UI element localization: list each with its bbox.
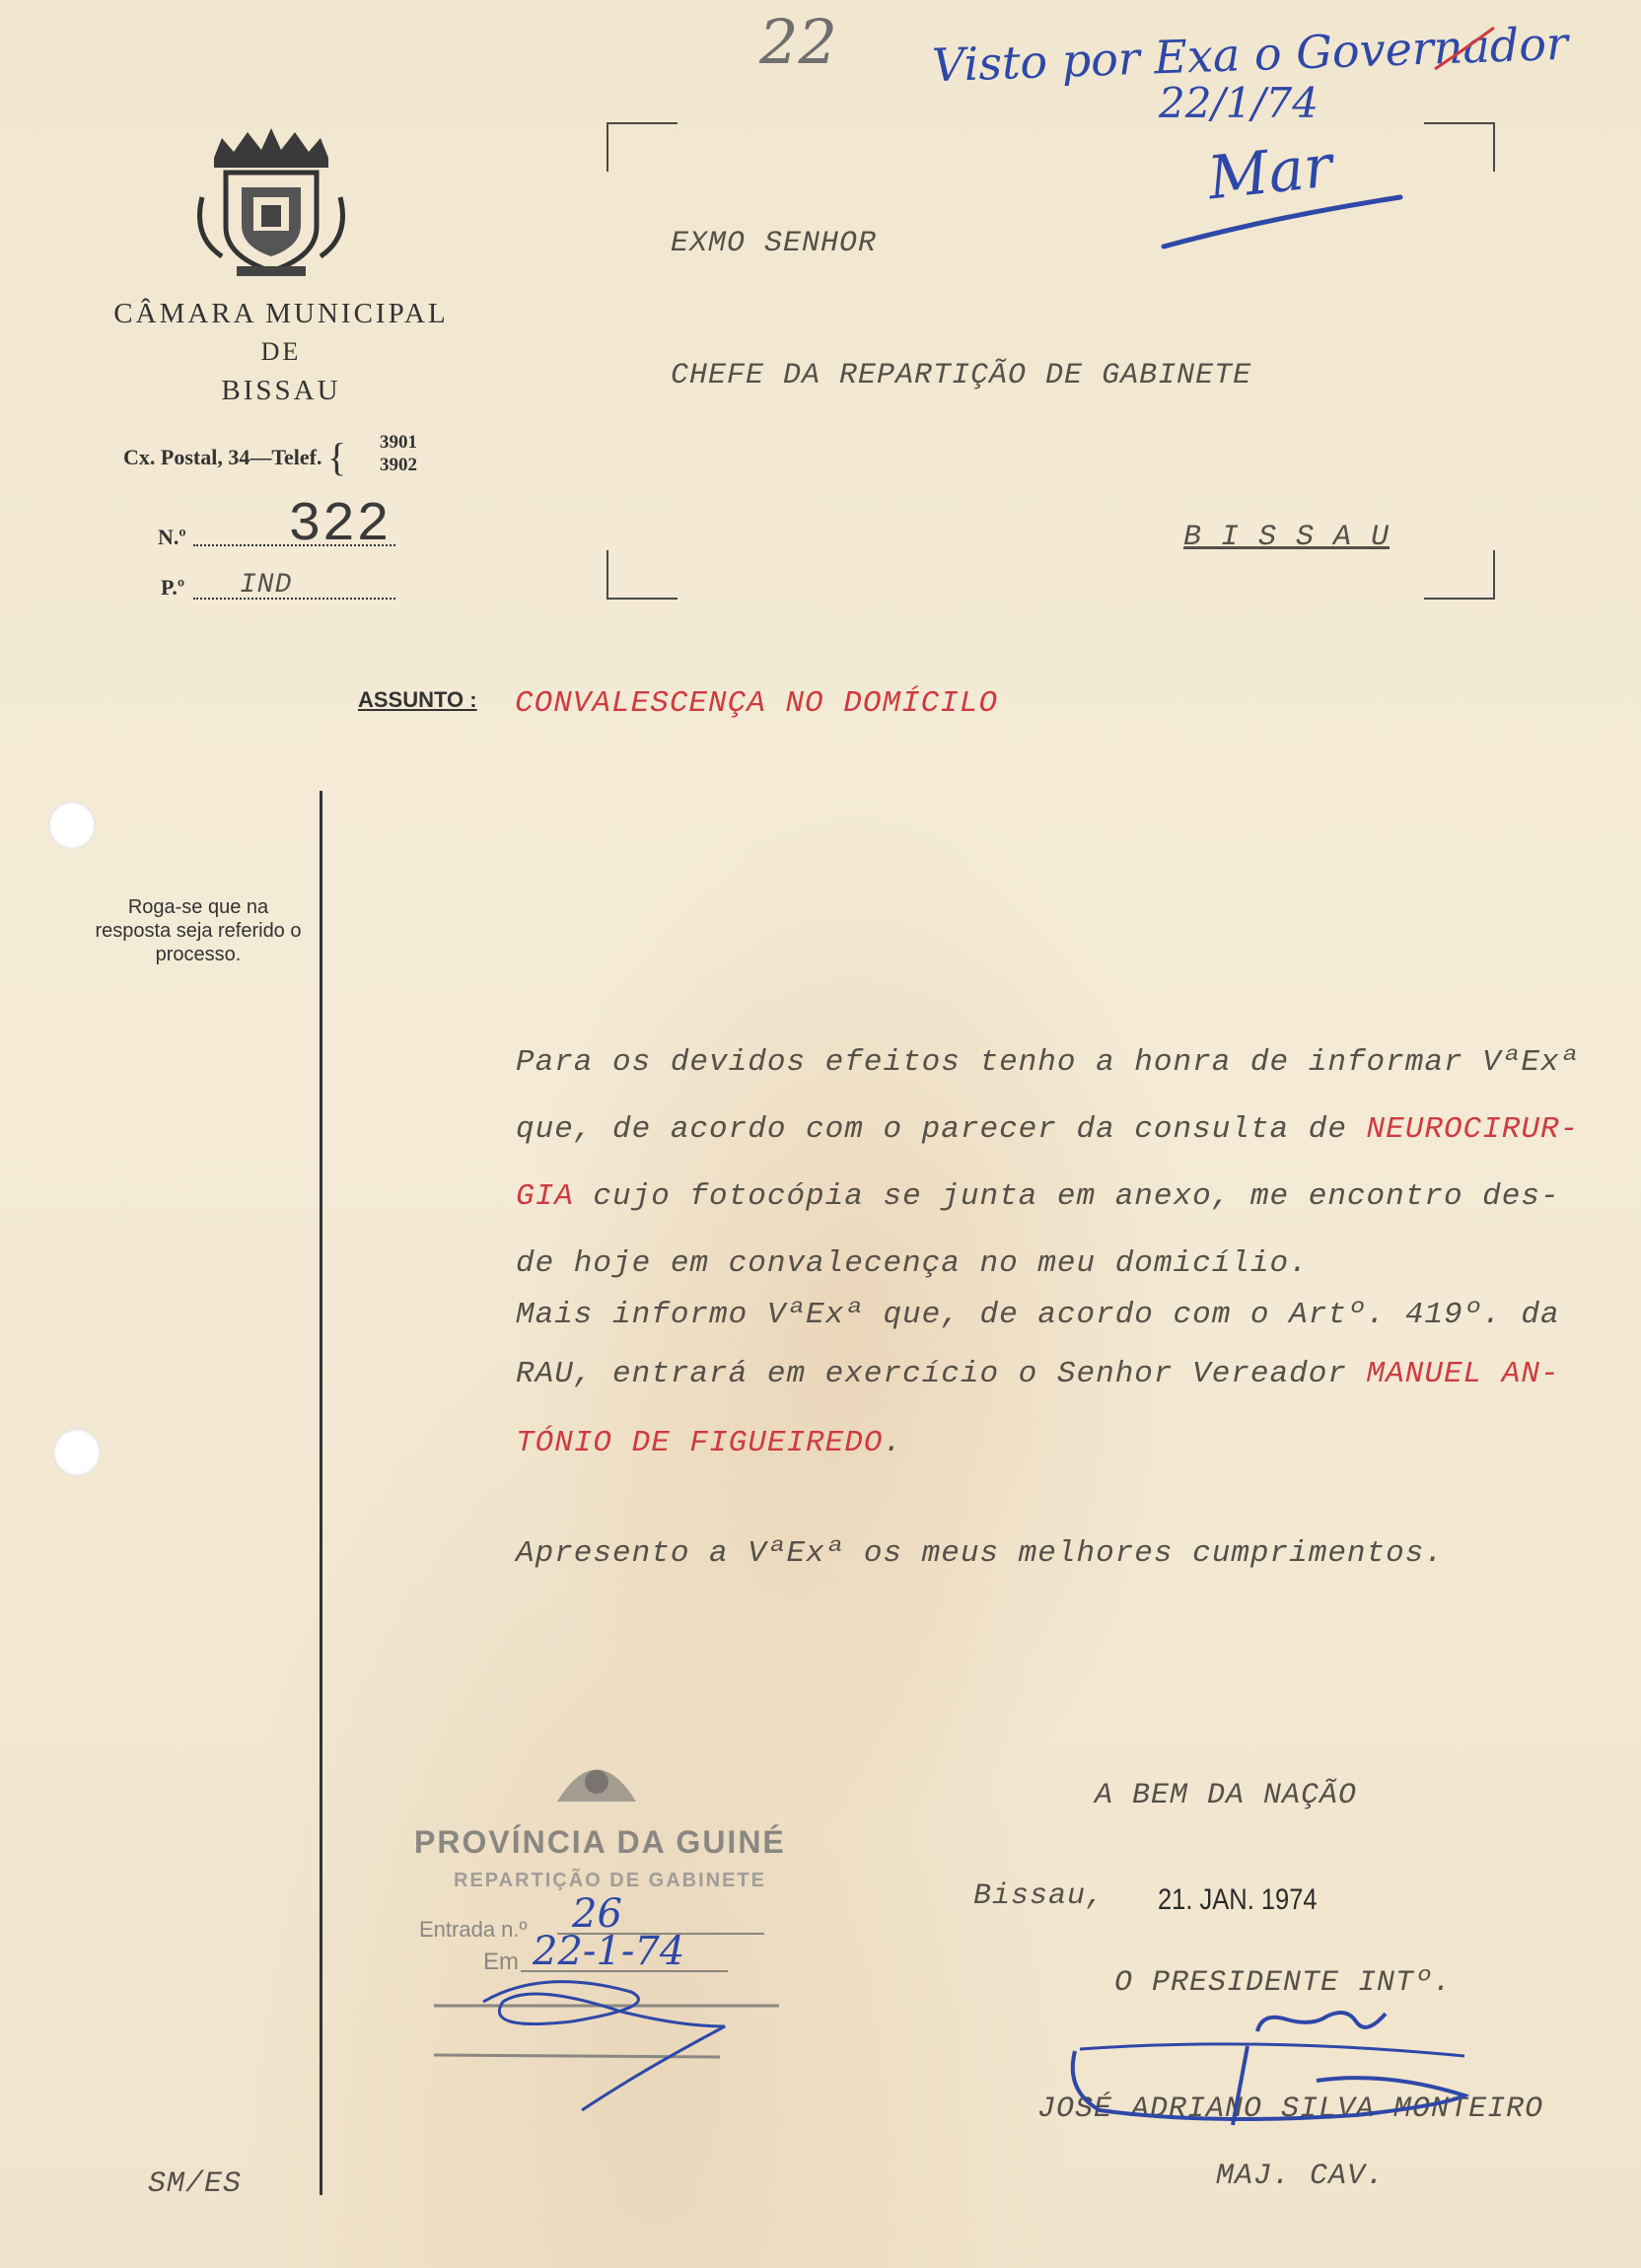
signature-scribble <box>1060 2002 1494 2140</box>
body-line-2 <box>516 1112 1579 1147</box>
body-line-6 <box>516 1357 1560 1391</box>
contact-info <box>123 434 346 480</box>
org-name-line1: CÂMARA MUNICIPAL <box>113 298 449 329</box>
page-number: 22 <box>759 6 837 78</box>
typist-initials: SM/ES <box>148 2167 243 2201</box>
body-line-2a: que, de acordo com o parecer da consulta de <box>516 1112 1367 1147</box>
stamp-date-value: 22-1-74 <box>533 1929 685 1974</box>
annotation-date: 22/1/74 <box>1159 79 1319 127</box>
stamp-line-1: PROVÍNCIA DA GUINÉ <box>414 1824 786 1860</box>
annotation-visto: Visto por Exa o Governador <box>931 16 1569 93</box>
process-value: IND <box>240 570 293 601</box>
body-line-6a: RAU, entrará em exercício o Senhor Vereador <box>516 1357 1367 1391</box>
recipient-salutation: EXMO SENHOR <box>671 227 878 260</box>
body-line-1: Para os devidos efeitos tenho a honra de informar VªExª <box>516 1045 1580 1080</box>
recipient-city: B I S S A U <box>1183 521 1391 554</box>
body-line-3 <box>516 1179 1560 1214</box>
body-line-6-highlight: MANUEL AN- <box>1366 1357 1560 1391</box>
body-line-2-highlight: NEUROCIRUR- <box>1366 1112 1580 1147</box>
corner-mark-bottom-right <box>1424 550 1495 600</box>
corner-mark-bottom-left <box>606 550 678 600</box>
reference-number-label: N.º <box>158 525 186 549</box>
stamp-date-label: Em <box>483 1949 519 1975</box>
body-line-4: de hoje em convalecença no meu domicílio. <box>516 1246 1309 1281</box>
stamp-emblem-icon <box>547 1747 646 1816</box>
org-name-line2: DE <box>260 337 302 366</box>
phone-number-2: 3902 <box>380 455 417 475</box>
body-line-7b: . <box>883 1426 903 1460</box>
signatory-role: O PRESIDENTE INTº. <box>1114 1966 1453 2000</box>
process-label: P.º <box>161 575 185 600</box>
subject-label: ASSUNTO : <box>358 687 477 712</box>
stamp-initials-scribble <box>424 1972 799 2120</box>
annotation-underline-stroke <box>1154 177 1410 256</box>
stamp-entry-value: 26 <box>572 1891 622 1937</box>
body-line-3-highlight: GIA <box>516 1179 574 1214</box>
org-name-line3: BISSAU <box>221 375 341 406</box>
annotation-strike-mark <box>1430 20 1499 79</box>
body-line-7-highlight: TÓNIO DE FIGUEIREDO <box>516 1426 884 1460</box>
annotation-initials: Mar <box>1204 131 1336 214</box>
phone-number-1: 3901 <box>380 432 417 453</box>
coat-of-arms-emblem <box>192 118 350 281</box>
stamp-line-2: REPARTIÇÃO DE GABINETE <box>454 1870 766 1891</box>
phone-brace: { <box>326 435 347 479</box>
contact-label: Cx. Postal, 34—Telef. <box>123 445 322 469</box>
date-stamp: 21. JAN. 1974 <box>1158 1883 1318 1916</box>
margin-rule <box>320 791 322 2195</box>
process-line <box>193 598 395 600</box>
body-line-3b: cujo fotocópia se junta em anexo, me encontro des- <box>573 1179 1560 1214</box>
stamp-entry-label: Entrada n.º <box>419 1917 528 1942</box>
punch-hole-top <box>48 802 96 849</box>
punch-hole-bottom <box>53 1429 101 1476</box>
signatory-rank: MAJ. CAV. <box>1216 2160 1386 2193</box>
subject-text: CONVALESCENÇA NO DOMÍCILO <box>515 686 999 721</box>
margin-note: Roga-se que na resposta seja referido o processo. <box>95 896 302 965</box>
place-label: Bissau, <box>973 1879 1106 1913</box>
corner-mark-top-right <box>1424 122 1495 172</box>
motto: A BEM DA NAÇÃO <box>1095 1779 1358 1812</box>
recipient-title: CHEFE DA REPARTIÇÃO DE GABINETE <box>671 359 1252 392</box>
body-line-7 <box>516 1426 902 1460</box>
corner-mark-top-left <box>606 122 678 172</box>
reference-number-value: 322 <box>288 493 391 556</box>
signatory-name: JOSÉ ADRIANO SILVA MONTEIRO <box>1037 2092 1544 2126</box>
body-line-5: Mais informo VªExª que, de acordo com o Artº. 419º. da <box>516 1298 1560 1332</box>
closing-line: Apresento a VªExª os meus melhores cumprimentos. <box>516 1536 1444 1571</box>
